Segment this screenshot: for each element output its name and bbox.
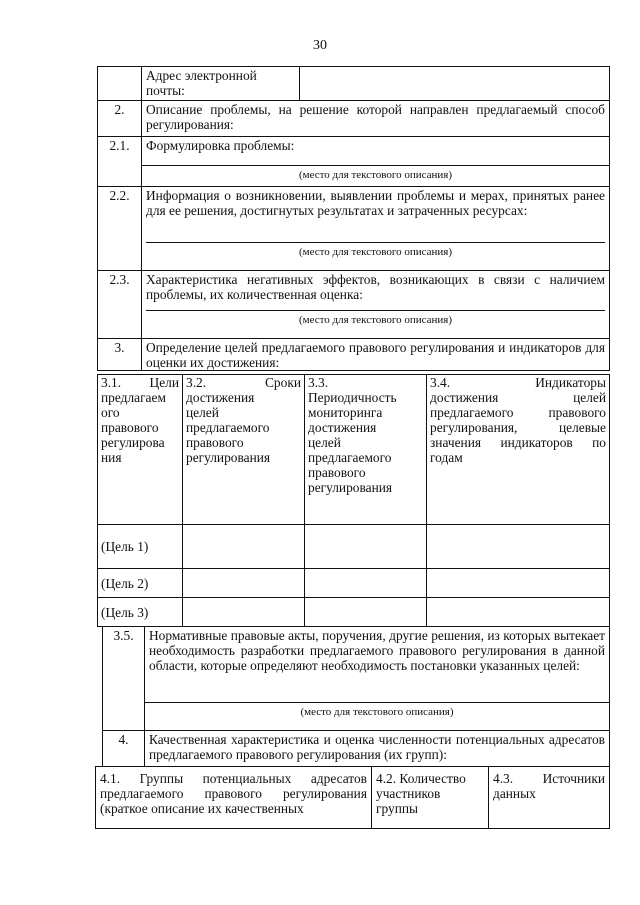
text-line [146, 310, 605, 311]
goal-row [98, 525, 610, 569]
section-3-row [98, 339, 610, 371]
goals-header-row [98, 375, 610, 525]
header-4-1: 4.1. Группы потенциальных адресатов предлагаемого правового регулирования (краткое описание их качественных [96, 767, 372, 829]
goal-label: (Цель 2) [98, 569, 183, 598]
form-table-upper [97, 66, 610, 371]
placeholder-label: (место для текстового описания) [300, 706, 454, 718]
goal-row [98, 569, 610, 598]
section-text: Определение целей предлагаемого правового регулирования и индикаторов для оценки их достижения: [142, 339, 610, 371]
page-number: 30 [313, 38, 327, 53]
section-number: 2. [98, 101, 142, 137]
goal-label: (Цель 1) [98, 525, 183, 569]
section-number: 2.3. [98, 271, 142, 339]
section-text: Формулировка проблемы: [146, 138, 295, 153]
addressees-header-row [96, 767, 610, 829]
placeholder-label: (место для текстового описания) [298, 169, 453, 181]
section-number: 2.1. [98, 137, 142, 187]
section-number: 3.5. [103, 627, 145, 731]
section-text: Характеристика негативных эффектов, возникающих в связи с наличием проблемы, их количественная оценка: [146, 272, 605, 302]
header-3-1: 3.1. Цели предлагаем ого правового регулирова ния [98, 375, 183, 525]
placeholder-label: (место для текстового описания) [298, 246, 453, 258]
section-number: 4. [103, 731, 145, 767]
section-3-5-row [103, 627, 610, 731]
email-row [98, 67, 610, 101]
form-table-lower [102, 626, 610, 767]
section-number: 2.2. [98, 187, 142, 271]
text-line [146, 242, 605, 243]
header-3-3: 3.3. Периодичность мониторинга достижения целей предлагаемого правового регулирования [305, 375, 427, 525]
header-4-2: 4.2. Количество участников группы [372, 767, 489, 829]
goal-row [98, 598, 610, 627]
section-2-3-row [98, 271, 610, 339]
text-line [142, 165, 609, 166]
placeholder-label: (место для текстового описания) [298, 314, 453, 326]
section-2-2-row [98, 187, 610, 271]
section-text: Нормативные правовые акты, поручения, другие решения, из которых вытекает необходимость разработки предлагаемого правового регулирования в данной области, которые определяют необходимость постановки указанных целей: [149, 628, 605, 673]
section-text: Качественная характеристика и оценка численности потенциальных адресатов предлагаемого правового регулирования (их групп): [145, 731, 610, 767]
goals-table [97, 374, 610, 627]
addressees-table [95, 766, 610, 829]
section-2-1-row [98, 137, 610, 187]
section-4-row [103, 731, 610, 767]
email-value [300, 67, 610, 101]
goal-label: (Цель 3) [98, 598, 183, 627]
section-2-row [98, 101, 610, 137]
header-4-3: 4.3. Источники данных [489, 767, 610, 829]
text-line [145, 702, 609, 703]
header-3-2: 3.2. Сроки достижения целей предлагаемого правового регулирования [183, 375, 305, 525]
header-3-4: 3.4. Индикаторы достижения целей предлагаемого правового регулирования, целевые значения индикаторов по годам [427, 375, 610, 525]
section-text: Описание проблемы, на решение которой направлен предлагаемый способ регулирования: [142, 101, 610, 137]
section-text: Информация о возникновении, выявлении проблемы и мерах, принятых ранее для ее решения, достигнутых результатах и затраченных ресурсах: [146, 188, 605, 218]
email-label: Адрес электронной почты: [142, 67, 300, 101]
section-number: 3. [98, 339, 142, 371]
